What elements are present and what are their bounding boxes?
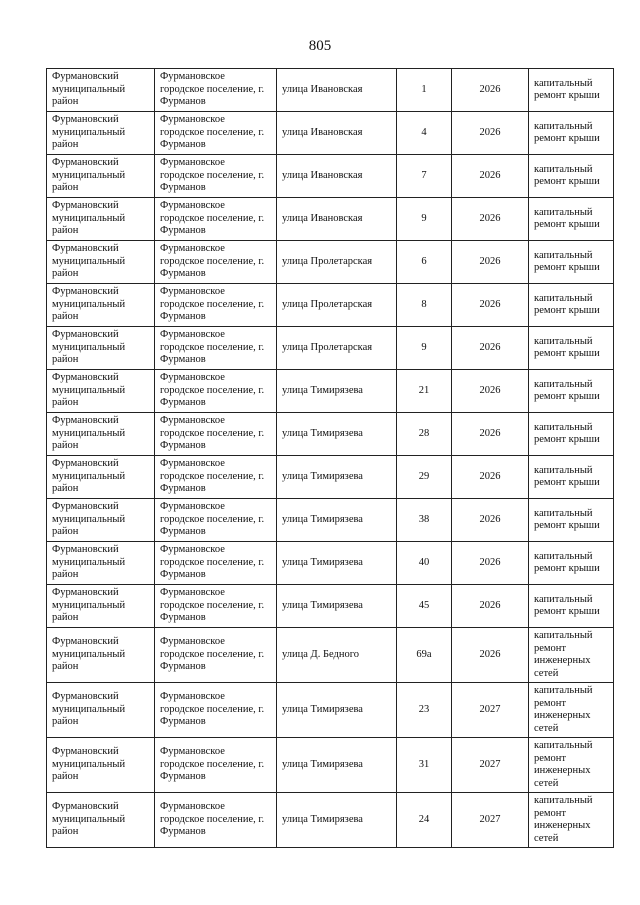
house-number-cell: 4 xyxy=(397,112,452,155)
year-cell: 2026 xyxy=(452,284,529,327)
table-body xyxy=(47,69,614,848)
year-cell: 2026 xyxy=(452,198,529,241)
settlement-cell: Фурмановское городское поселение, г. Фурманов xyxy=(155,683,277,738)
settlement-cell: Фурмановское городское поселение, г. Фурманов xyxy=(155,793,277,848)
settlement-cell: Фурмановское городское поселение, г. Фурманов xyxy=(155,155,277,198)
settlement-cell: Фурмановское городское поселение, г. Фурманов xyxy=(155,628,277,683)
work-type-cell: капитальный ремонт инженерных сетей xyxy=(529,793,614,848)
district-cell: Фурмановский муниципальный район xyxy=(47,198,155,241)
table-row xyxy=(47,327,614,370)
house-number-cell: 21 xyxy=(397,370,452,413)
table-row xyxy=(47,155,614,198)
work-type-cell: капитальный ремонт крыши xyxy=(529,370,614,413)
work-type-cell: капитальный ремонт крыши xyxy=(529,456,614,499)
street-cell: улица Тимирязева xyxy=(277,542,397,585)
settlement-cell: Фурмановское городское поселение, г. Фурманов xyxy=(155,456,277,499)
district-cell: Фурмановский муниципальный район xyxy=(47,585,155,628)
year-cell: 2026 xyxy=(452,112,529,155)
street-cell: улица Тимирязева xyxy=(277,413,397,456)
house-number-cell: 29 xyxy=(397,456,452,499)
table-row xyxy=(47,738,614,793)
district-cell: Фурмановский муниципальный район xyxy=(47,628,155,683)
district-cell: Фурмановский муниципальный район xyxy=(47,499,155,542)
district-cell: Фурмановский муниципальный район xyxy=(47,69,155,112)
house-number-cell: 24 xyxy=(397,793,452,848)
settlement-cell: Фурмановское городское поселение, г. Фурманов xyxy=(155,413,277,456)
table-row xyxy=(47,542,614,585)
street-cell: улица Пролетарская xyxy=(277,284,397,327)
street-cell: улица Ивановская xyxy=(277,155,397,198)
page-number: 805 xyxy=(308,38,332,54)
table-row xyxy=(47,284,614,327)
street-cell: улица Тимирязева xyxy=(277,683,397,738)
table-row xyxy=(47,413,614,456)
street-cell: улица Тимирязева xyxy=(277,370,397,413)
work-type-cell: капитальный ремонт крыши xyxy=(529,585,614,628)
settlement-cell: Фурмановское городское поселение, г. Фурманов xyxy=(155,284,277,327)
settlement-cell: Фурмановское городское поселение, г. Фурманов xyxy=(155,370,277,413)
table-row xyxy=(47,499,614,542)
district-cell: Фурмановский муниципальный район xyxy=(47,413,155,456)
house-number-cell: 28 xyxy=(397,413,452,456)
district-cell: Фурмановский муниципальный район xyxy=(47,793,155,848)
house-number-cell: 23 xyxy=(397,683,452,738)
house-number-cell: 9 xyxy=(397,198,452,241)
street-cell: улица Ивановская xyxy=(277,69,397,112)
year-cell: 2026 xyxy=(452,499,529,542)
house-number-cell: 9 xyxy=(397,327,452,370)
district-cell: Фурмановский муниципальный район xyxy=(47,542,155,585)
street-cell: улица Тимирязева xyxy=(277,585,397,628)
settlement-cell: Фурмановское городское поселение, г. Фурманов xyxy=(155,542,277,585)
settlement-cell: Фурмановское городское поселение, г. Фурманов xyxy=(155,499,277,542)
table-row xyxy=(47,241,614,284)
house-number-cell: 38 xyxy=(397,499,452,542)
year-cell: 2027 xyxy=(452,683,529,738)
table-row xyxy=(47,585,614,628)
year-cell: 2026 xyxy=(452,585,529,628)
table-row xyxy=(47,370,614,413)
table-row xyxy=(47,628,614,683)
street-cell: улица Ивановская xyxy=(277,112,397,155)
work-type-cell: капитальный ремонт крыши xyxy=(529,155,614,198)
year-cell: 2026 xyxy=(452,413,529,456)
year-cell: 2026 xyxy=(452,69,529,112)
house-number-cell: 1 xyxy=(397,69,452,112)
district-cell: Фурмановский муниципальный район xyxy=(47,241,155,284)
year-cell: 2026 xyxy=(452,628,529,683)
settlement-cell: Фурмановское городское поселение, г. Фурманов xyxy=(155,738,277,793)
street-cell: улица Ивановская xyxy=(277,198,397,241)
work-type-cell: капитальный ремонт крыши xyxy=(529,69,614,112)
district-cell: Фурмановский муниципальный район xyxy=(47,456,155,499)
house-number-cell: 7 xyxy=(397,155,452,198)
settlement-cell: Фурмановское городское поселение, г. Фурманов xyxy=(155,198,277,241)
work-type-cell: капитальный ремонт крыши xyxy=(529,413,614,456)
street-cell: улица Пролетарская xyxy=(277,241,397,284)
house-number-cell: 40 xyxy=(397,542,452,585)
work-type-cell: капитальный ремонт крыши xyxy=(529,241,614,284)
table-row xyxy=(47,198,614,241)
table-row xyxy=(47,793,614,848)
district-cell: Фурмановский муниципальный район xyxy=(47,738,155,793)
year-cell: 2026 xyxy=(452,327,529,370)
work-type-cell: капитальный ремонт крыши xyxy=(529,112,614,155)
work-type-cell: капитальный ремонт крыши xyxy=(529,327,614,370)
district-cell: Фурмановский муниципальный район xyxy=(47,155,155,198)
house-number-cell: 45 xyxy=(397,585,452,628)
district-cell: Фурмановский муниципальный район xyxy=(47,370,155,413)
work-type-cell: капитальный ремонт крыши xyxy=(529,499,614,542)
house-number-cell: 31 xyxy=(397,738,452,793)
settlement-cell: Фурмановское городское поселение, г. Фурманов xyxy=(155,327,277,370)
settlement-cell: Фурмановское городское поселение, г. Фурманов xyxy=(155,69,277,112)
work-type-cell: капитальный ремонт инженерных сетей xyxy=(529,628,614,683)
year-cell: 2027 xyxy=(452,793,529,848)
year-cell: 2026 xyxy=(452,370,529,413)
street-cell: улица Тимирязева xyxy=(277,456,397,499)
work-type-cell: капитальный ремонт крыши xyxy=(529,198,614,241)
table-row xyxy=(47,683,614,738)
year-cell: 2026 xyxy=(452,241,529,284)
district-cell: Фурмановский муниципальный район xyxy=(47,683,155,738)
district-cell: Фурмановский муниципальный район xyxy=(47,327,155,370)
house-number-cell: 8 xyxy=(397,284,452,327)
district-cell: Фурмановский муниципальный район xyxy=(47,284,155,327)
repair-schedule-table xyxy=(46,68,614,848)
street-cell: улица Тимирязева xyxy=(277,738,397,793)
street-cell: улица Д. Бедного xyxy=(277,628,397,683)
settlement-cell: Фурмановское городское поселение, г. Фурманов xyxy=(155,241,277,284)
year-cell: 2027 xyxy=(452,738,529,793)
street-cell: улица Пролетарская xyxy=(277,327,397,370)
district-cell: Фурмановский муниципальный район xyxy=(47,112,155,155)
work-type-cell: капитальный ремонт крыши xyxy=(529,284,614,327)
work-type-cell: капитальный ремонт инженерных сетей xyxy=(529,683,614,738)
year-cell: 2026 xyxy=(452,542,529,585)
table-row xyxy=(47,69,614,112)
table-row xyxy=(47,456,614,499)
street-cell: улица Тимирязева xyxy=(277,499,397,542)
house-number-cell: 69а xyxy=(397,628,452,683)
house-number-cell: 6 xyxy=(397,241,452,284)
work-type-cell: капитальный ремонт крыши xyxy=(529,542,614,585)
table-row xyxy=(47,112,614,155)
year-cell: 2026 xyxy=(452,155,529,198)
year-cell: 2026 xyxy=(452,456,529,499)
street-cell: улица Тимирязева xyxy=(277,793,397,848)
settlement-cell: Фурмановское городское поселение, г. Фурманов xyxy=(155,112,277,155)
work-type-cell: капитальный ремонт инженерных сетей xyxy=(529,738,614,793)
settlement-cell: Фурмановское городское поселение, г. Фурманов xyxy=(155,585,277,628)
